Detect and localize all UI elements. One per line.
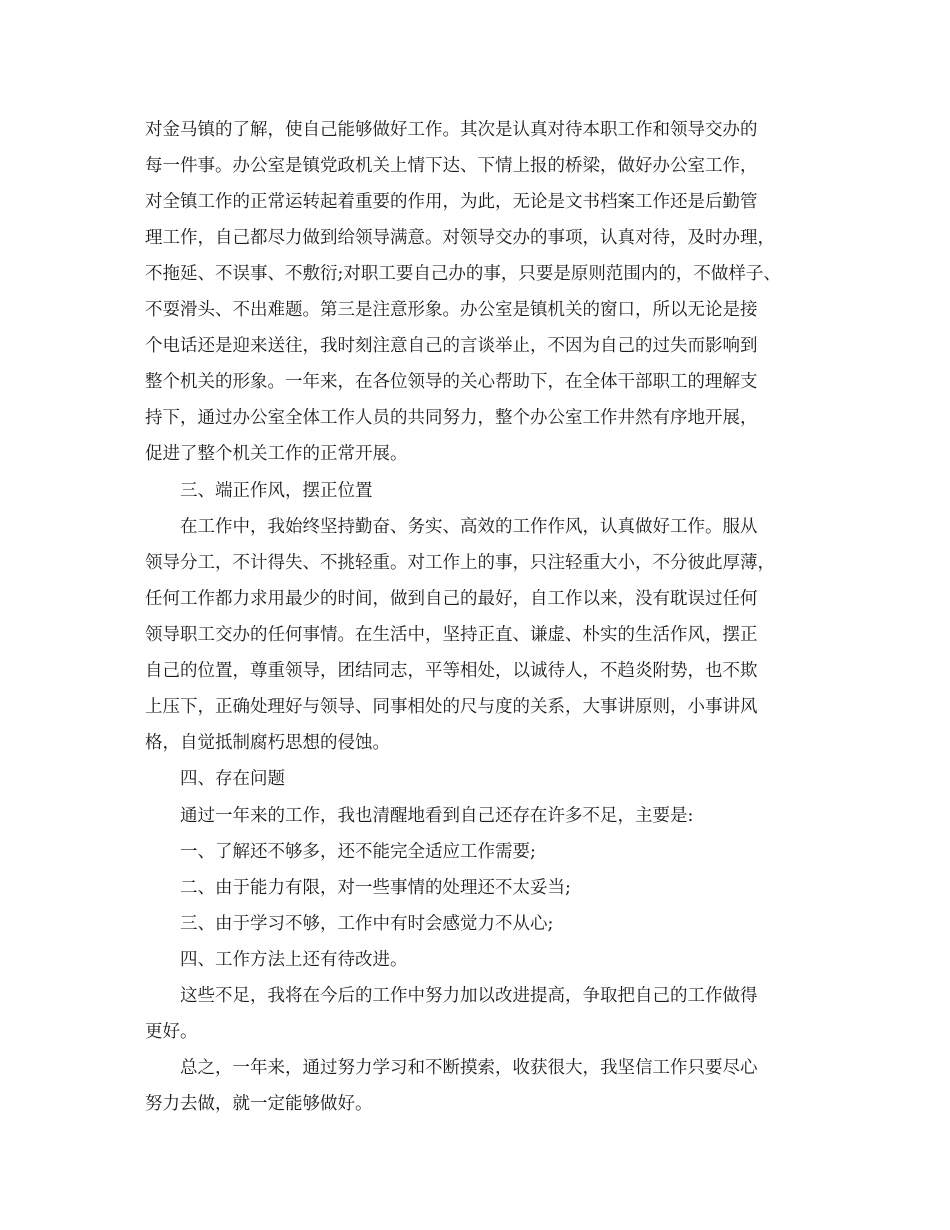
paragraph-line: 每一件事。办公室是镇党政机关上情下达、下情上报的桥梁，做好办公室工作， (145, 156, 758, 176)
list-item: 四、工作方法上还有待改进。 (180, 950, 408, 970)
paragraph-line: 总之，一年来，通过努力学习和不断摸索，收获很大，我坚信工作只要尽心 (180, 1058, 758, 1078)
paragraph-line: 努力去做，就一定能够做好。 (145, 1094, 373, 1114)
paragraph-line: 上压下，正确处理好与领导、同事相处的尺与度的关系，大事讲原则，小事讲风 (145, 697, 758, 717)
paragraph-line: 这些不足，我将在今后的工作中努力加以改进提高，争取把自己的工作做得 (180, 986, 758, 1006)
paragraph-line: 对金马镇的了解，使自己能够做好工作。其次是认真对待本职工作和领导交办的 (145, 120, 758, 140)
paragraph-line: 通过一年来的工作，我也清醒地看到自己还存在许多不足，主要是: (180, 806, 694, 826)
paragraph-line: 理工作，自己都尽力做到给领导满意。对领导交办的事项，认真对待，及时办理， (145, 228, 775, 248)
paragraph-line: 整个机关的形象。一年来，在各位领导的关心帮助下，在全体干部职工的理解支 (145, 372, 758, 392)
list-item: 二、由于能力有限，对一些事情的处理还不太妥当; (180, 878, 571, 898)
list-item: 一、了解还不够多，还不能完全适应工作需要; (180, 842, 536, 862)
list-item: 三、由于学习不够，工作中有时会感觉力不从心; (180, 914, 554, 934)
paragraph-line: 促进了整个机关工作的正常开展。 (145, 444, 408, 464)
paragraph-line: 个电话还是迎来送往，我时刻注意自己的言谈举止，不因为自己的过失而影响到 (145, 336, 758, 356)
paragraph-line: 持下，通过办公室全体工作人员的共同努力，整个办公室工作井然有序地开展， (145, 408, 758, 428)
paragraph-line: 对全镇工作的正常运转起着重要的作用，为此，无论是文书档案工作还是后勤管 (145, 192, 758, 212)
paragraph-line: 格，自觉抵制腐朽思想的侵蚀。 (145, 733, 390, 753)
paragraph-line: 不耍滑头、不出难题。第三是注意形象。办公室是镇机关的窗口，所以无论是接 (145, 300, 758, 320)
paragraph-line: 任何工作都力求用最少的时间，做到自己的最好，自工作以来，没有耽误过任何 (145, 589, 758, 609)
section-heading: 三、端正作风，摆正位置 (180, 481, 373, 501)
paragraph-line: 领导职工交办的任何事情。在生活中，坚持正直、谦虚、朴实的生活作风，摆正 (145, 625, 758, 645)
paragraph-line: 领导分工，不计得失、不挑轻重。对工作上的事，只注轻重大小，不分彼此厚薄， (145, 553, 775, 573)
paragraph-line: 在工作中，我始终坚持勤奋、务实、高效的工作作风，认真做好工作。服从 (180, 517, 758, 537)
paragraph-line: 自己的位置，尊重领导，团结同志，平等相处，以诚待人，不趋炎附势，也不欺 (145, 661, 758, 681)
section-heading: 四、存在问题 (180, 769, 285, 789)
paragraph-line: 不拖延、不误事、不敷衍;对职工要自己办的事，只要是原则范围内的，不做样子、 (145, 264, 781, 284)
paragraph-line: 更好。 (145, 1022, 198, 1042)
